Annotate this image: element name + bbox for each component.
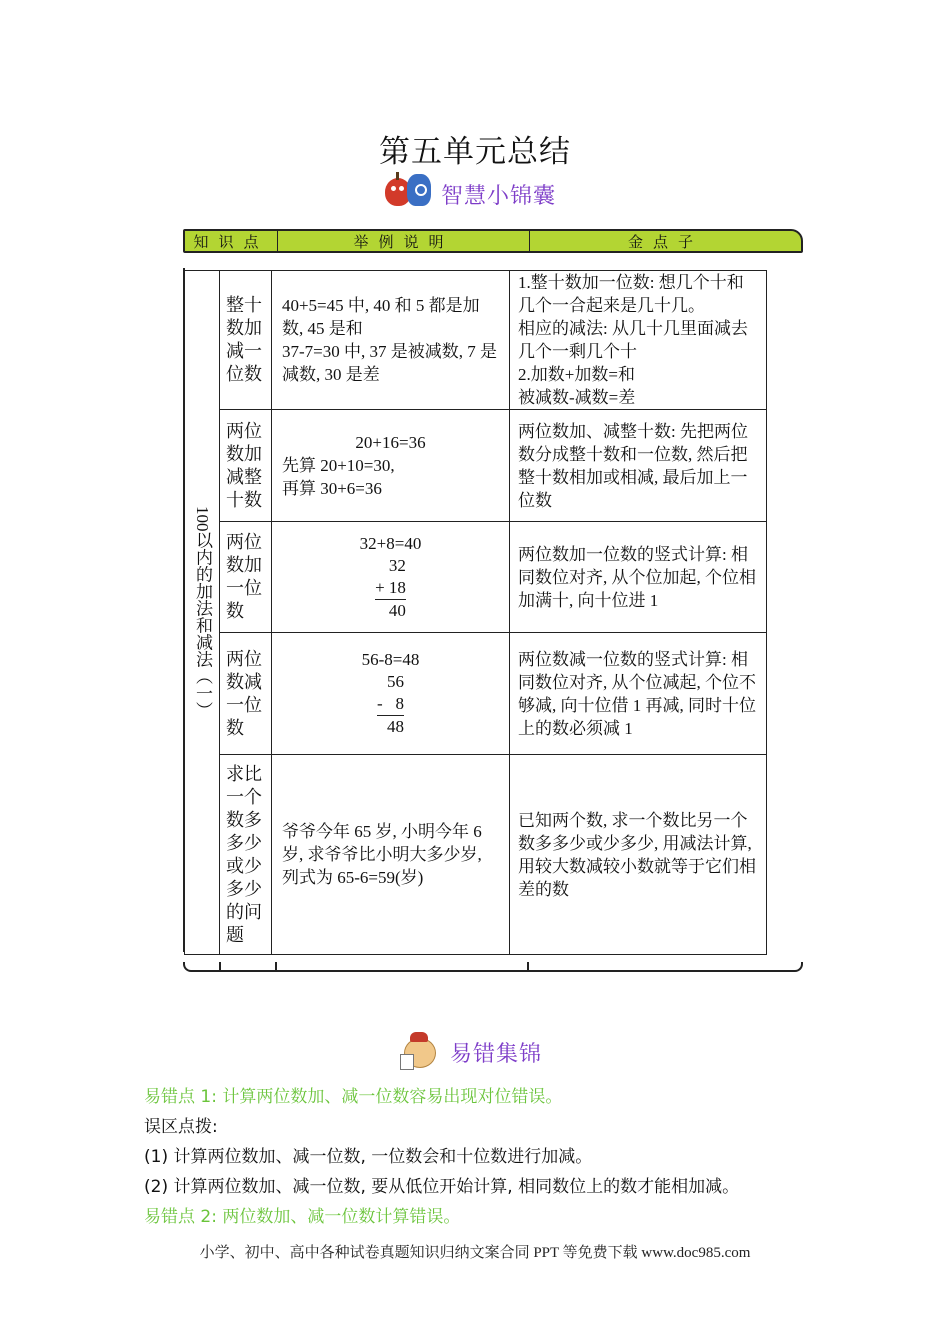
mistake-1: 易错点 1: 计算两位数加、减一位数容易出现对位错误。 <box>144 1087 563 1107</box>
tab-header-knowledge: 知识点 <box>185 231 278 251</box>
mistakes-header <box>400 1032 542 1072</box>
topic-cell: 两位数减一位数 <box>220 633 272 755</box>
tab-header-examples: 举例说明 <box>278 231 530 251</box>
tab-header-tips: 金点子 <box>627 232 703 251</box>
table-row <box>185 410 767 522</box>
topic-cell: 两位数加减整十数 <box>220 410 272 522</box>
category-cell <box>185 271 220 955</box>
example-cell: 20+16=36 先算 20+10=30, 再算 30+6=36 <box>271 410 509 522</box>
mistake-2: 易错点 2: 两位数加、减一位数计算错误。 <box>144 1207 461 1227</box>
tab-header-bar <box>183 229 803 253</box>
wisdom-header <box>385 172 556 216</box>
vertical-calc: 56 - 8 48 <box>377 672 404 736</box>
mistakes-header-label: 易错集锦 <box>450 1041 543 1067</box>
example-cell: 40+5=45 中, 40 和 5 都是加数, 45 是和 37-7=30 中, 37 是被减数, 7 是减数, 30 是差 <box>271 271 509 410</box>
equation: 56-8=48 <box>361 650 420 669</box>
cartoon-kid-mascot-icon <box>400 1032 440 1072</box>
category-label: 100以内的加法和减法（一） <box>193 506 212 719</box>
table-row <box>185 522 767 633</box>
example-cell <box>271 633 509 755</box>
table-row <box>185 633 767 755</box>
analysis-2: (2) 计算两位数加、减一位数, 要从低位开始计算, 相同数位上的数才能相加减。 <box>144 1177 740 1197</box>
table-row <box>185 271 767 410</box>
topic-cell: 求比一个数多多少或少多少的问题 <box>220 755 272 955</box>
tip-cell: 两位数减一位数的竖式计算: 相同数位对齐, 从个位减起, 个位不够减, 向十位借 1 再减, 同时十位上的数必须减 1 <box>510 633 767 755</box>
equation: 32+8=40 <box>359 533 422 553</box>
page-title: 第五单元总结 <box>379 134 571 170</box>
topic-cell: 两位数加一位数 <box>220 522 272 633</box>
example-cell <box>271 522 509 633</box>
vertical-calc: 32 + 18 40 <box>375 555 406 620</box>
knowledge-table <box>184 270 767 955</box>
frame-bottom-bar <box>183 962 803 972</box>
topic-cell: 整十数加减一位数 <box>220 271 272 410</box>
example-cell: 爷爷今年 65 岁, 小明今年 6 岁, 求爷爷比小明大多少岁, 列式为 65-6=59(岁) <box>271 755 509 955</box>
table-row <box>185 755 767 955</box>
tip-cell: 两位数加一位数的竖式计算: 相同数位对齐, 从个位加起, 个位相加满十, 向十位进 1 <box>510 522 767 633</box>
mistakes-section <box>144 1082 739 1232</box>
analysis-label: 误区点拨: <box>144 1117 218 1137</box>
tip-cell: 两位数加、减整十数: 先把两位数分成整十数和一位数, 然后把整十数相加或相减, 最后加上一位数 <box>510 410 767 522</box>
wisdom-header-label: 智慧小锦囊 <box>441 183 557 209</box>
tip-cell: 已知两个数, 求一个数比另一个数多多少或少多少, 用减法计算, 用较大数减较小数就等于它们相差的数 <box>510 755 767 955</box>
apple-bag-mascot-icon <box>385 172 433 216</box>
footer-text: 小学、初中、高中各种试卷真题知识归纳文案合同 PPT 等免费下载 www.doc985.com <box>199 1245 751 1261</box>
tip-cell: 1.整十数加一位数: 想几个十和几个一合起来是几十几。 相应的减法: 从几十几里面减去几个一剩几个十 2.加数+加数=和 被减数-减数=差 <box>510 271 767 410</box>
analysis-1: (1) 计算两位数加、减一位数, 一位数会和十位数进行加减。 <box>144 1147 593 1167</box>
